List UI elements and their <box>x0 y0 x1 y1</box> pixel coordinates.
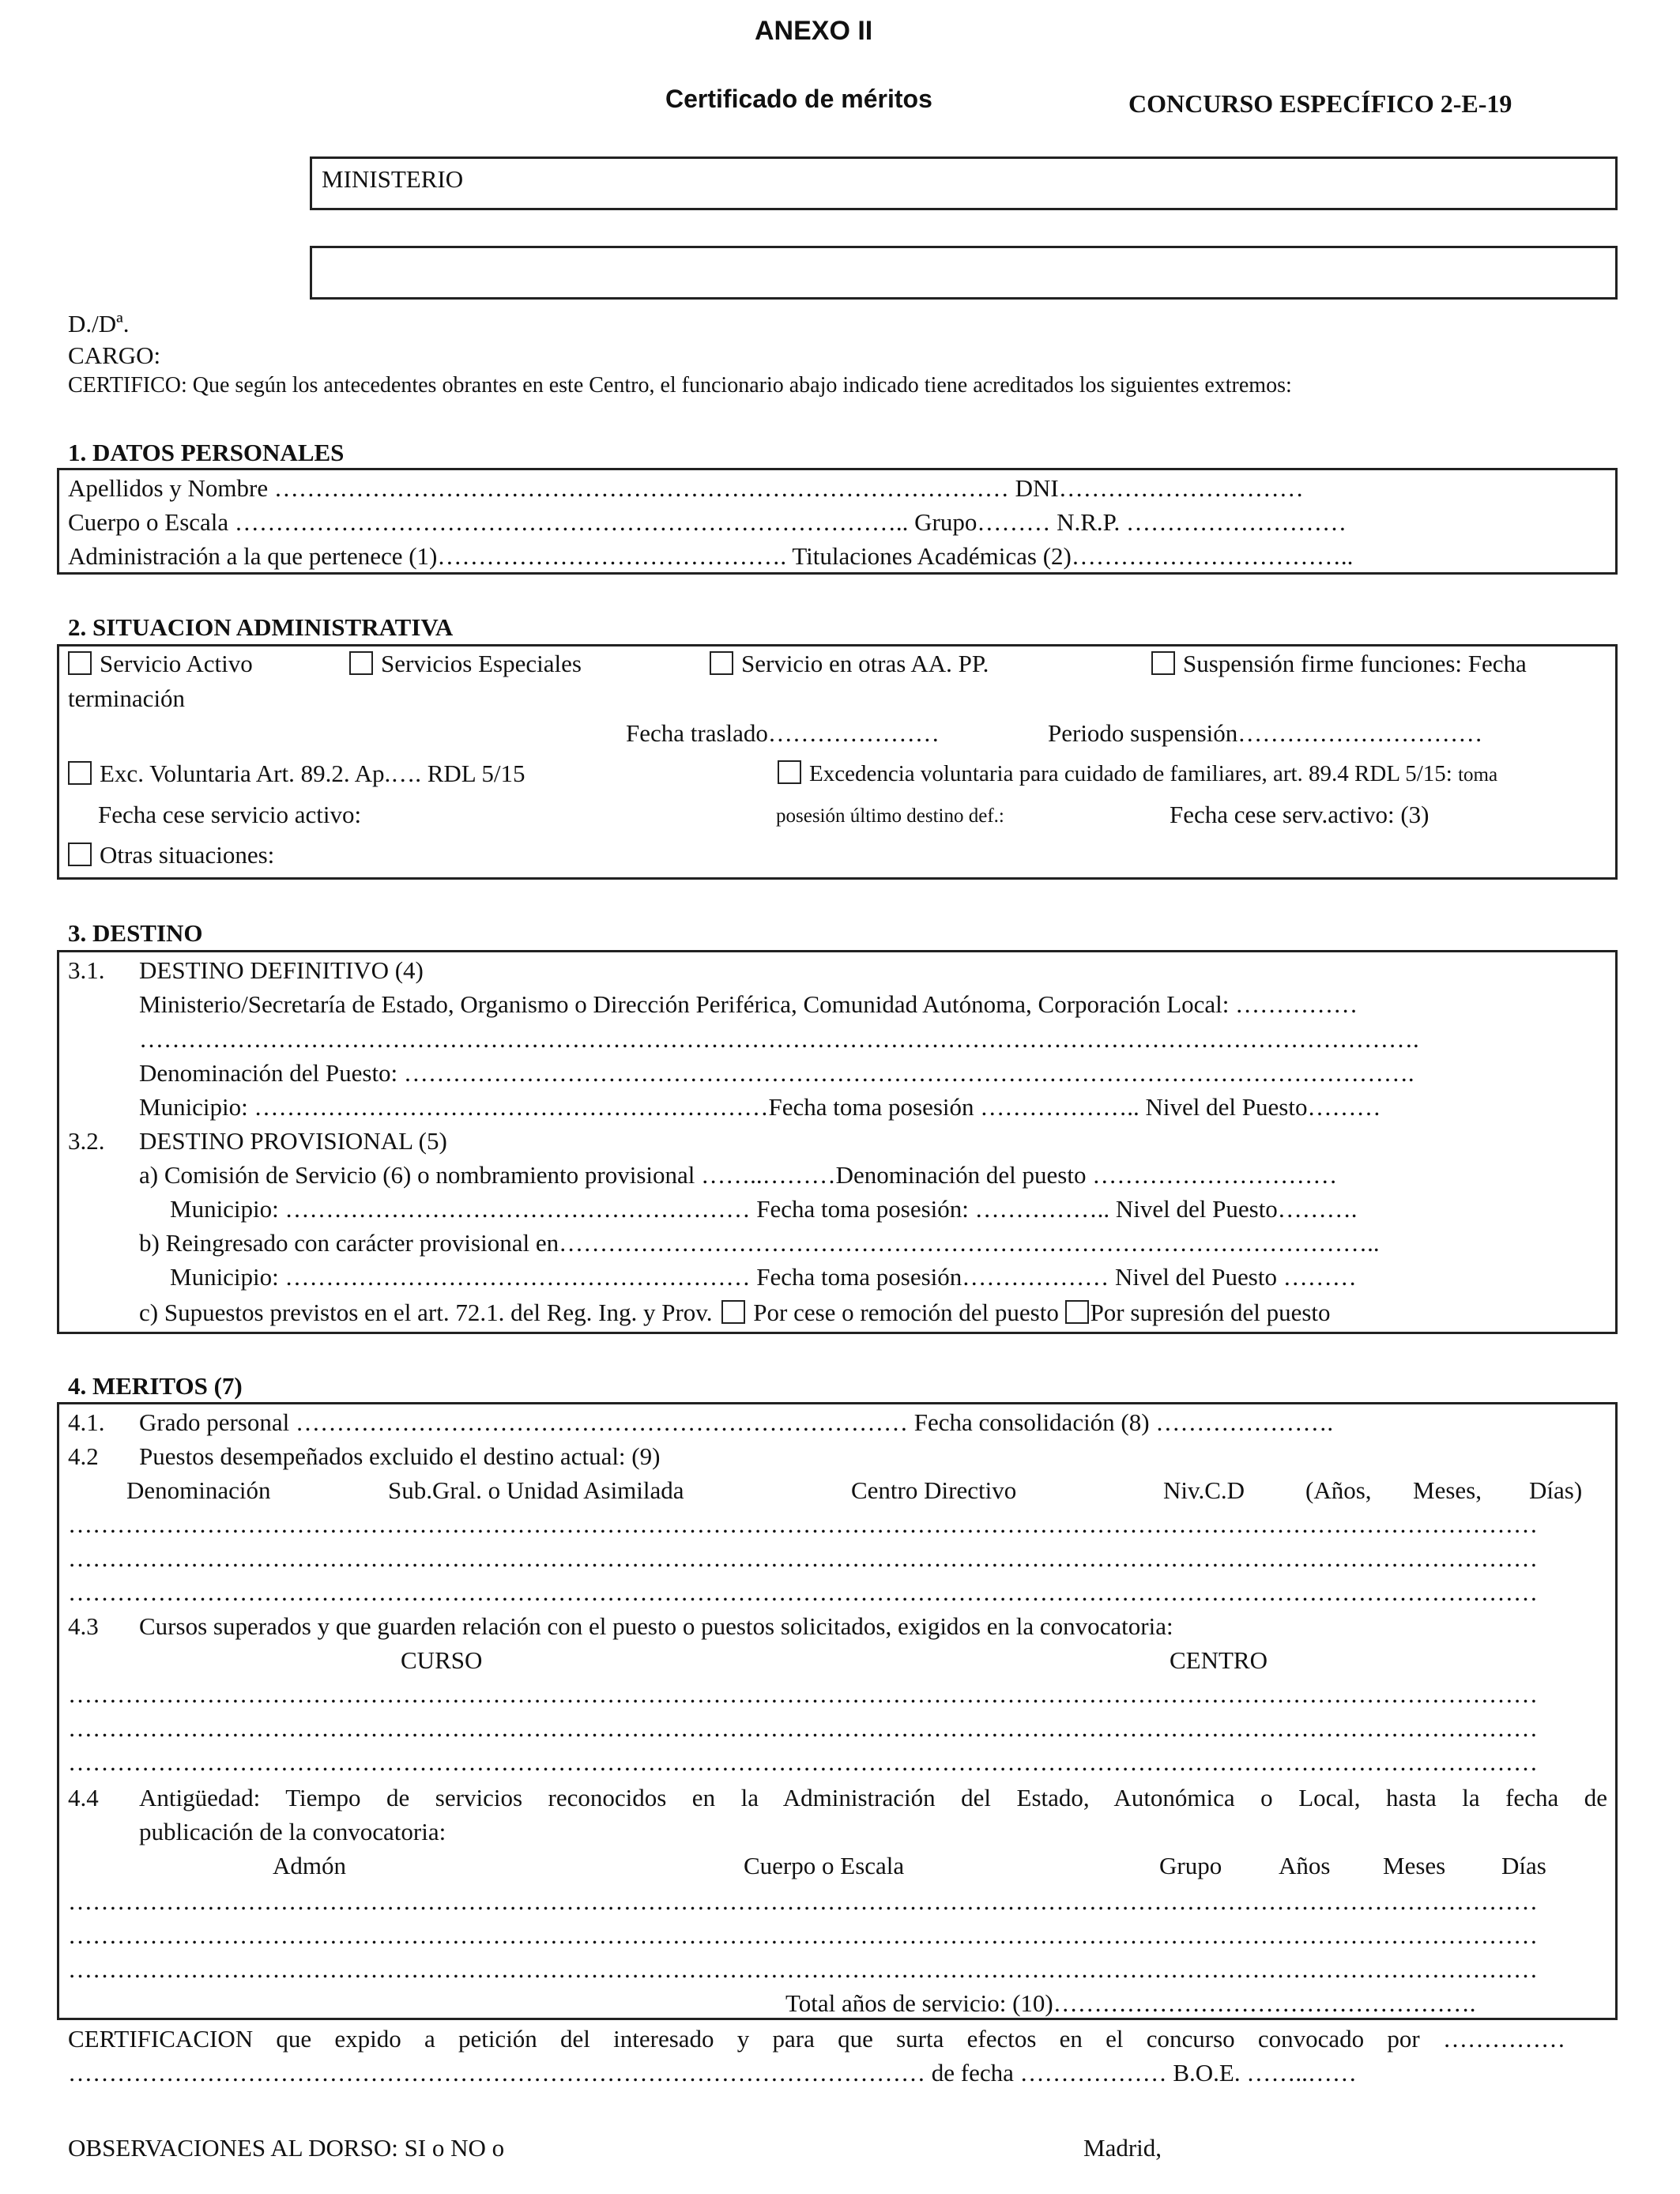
total-anos-line: Total años de servicio: (10)……………………………………………. <box>785 1989 1476 2017</box>
certifico-text: CERTIFICO: Que según los antecedentes obrantes en este Centro, el funcionario abajo indicado tiene acreditados los siguientes extremos: <box>68 373 1292 398</box>
col-dias-4: Días <box>1501 1852 1546 1879</box>
col-nivcd: Niv.C.D <box>1163 1476 1245 1504</box>
section-4-title: 4. MERITOS (7) <box>68 1372 243 1400</box>
col-anos-4: Años <box>1279 1852 1331 1879</box>
checkbox[interactable] <box>778 760 801 784</box>
col-grupo: Grupo <box>1159 1852 1222 1879</box>
opt-servicios-especiales[interactable]: Servicios Especiales <box>349 650 582 678</box>
col-cuerpo-escala: Cuerpo o Escala <box>744 1852 905 1879</box>
num-4-3: 4.3 <box>68 1612 99 1640</box>
certificacion-line: CERTIFICACION que expido a petición del interesado y para que surta efectos en el concurso convocado por …………… <box>68 2025 1565 2053</box>
col-dias: Días) <box>1529 1476 1583 1504</box>
destino-provisional-title: DESTINO PROVISIONAL (5) <box>139 1127 447 1155</box>
opt-servicio-activo[interactable]: Servicio Activo <box>68 650 253 678</box>
checkbox[interactable] <box>68 761 92 785</box>
dotted-line: ……………………………………………………………………………………………………………………………………………………………… <box>68 1680 1538 1708</box>
dotted-line: ……………………………………………………………………………………………………………………………………………………………… <box>68 1578 1538 1606</box>
section-3-title: 3. DESTINO <box>68 919 203 947</box>
section-2-title: 2. SITUACION ADMINISTRATIVA <box>68 613 454 641</box>
cuerpo-line: Cuerpo o Escala ……………………………………………………………………….. Grupo……… N.R.P. ……………………… <box>68 508 1347 536</box>
puestos-desempenados-title: Puestos desempeñados excluido el destino actual: (9) <box>139 1442 661 1470</box>
checkbox[interactable] <box>1151 651 1175 675</box>
dotted-line: ……………………………………………………………………………………………………………………………………………………………… <box>68 1714 1538 1742</box>
municipio-a-line: Municipio: ………………………………………………… Fecha toma posesión: …………….. Nivel del Puesto………. <box>170 1195 1358 1223</box>
municipio-line: Municipio: ………………………………………………………Fecha toma posesión ……………….. Nivel del Puesto……… <box>139 1093 1381 1121</box>
opt-suspension[interactable]: Suspensión firme funciones: Fecha <box>1151 650 1527 678</box>
organism-box[interactable] <box>310 246 1618 300</box>
checkbox[interactable] <box>710 651 733 675</box>
col-centro: CENTRO <box>1170 1646 1268 1674</box>
observaciones-line: OBSERVACIONES AL DORSO: SI o NO o <box>68 2134 505 2162</box>
col-meses-4: Meses <box>1383 1852 1446 1879</box>
denominacion-puesto-line: Denominación del Puesto: ……………………………………………………………………………………………………………. <box>139 1059 1414 1087</box>
terminacion-label: terminación <box>68 684 186 712</box>
dotted-line: ……………………………………………………………………………………………………………………………………………………………… <box>68 1955 1538 1983</box>
dotted-line: …………………………………………………………………………………………………………………………………………. <box>139 1025 1419 1053</box>
reingresado-line: b) Reingresado con carácter provisional en……………………………………………………………………………………….. <box>139 1229 1380 1257</box>
madrid-label: Madrid, <box>1083 2134 1162 2162</box>
supuestos-line: c) Supuestos previstos en el art. 72.1. del Reg. Ing. y Prov. Por cese o remoción del puesto Por supresión del puesto <box>139 1299 1331 1326</box>
col-denominacion: Denominación <box>126 1476 271 1504</box>
num-4-2: 4.2 <box>68 1442 99 1470</box>
anexo-heading: ANEXO II <box>755 16 873 46</box>
opt-exc-voluntaria[interactable]: Exc. Voluntaria Art. 89.2. Ap.…. RDL 5/15 <box>68 760 525 788</box>
dotted-line: ……………………………………………………………………………………………………………………………………………………………… <box>68 1510 1538 1538</box>
checkbox[interactable] <box>68 843 92 866</box>
periodo-suspension-label: Periodo suspensión………………………… <box>1048 719 1483 747</box>
num-3-2: 3.2. <box>68 1127 105 1155</box>
opt-excedencia-familiares[interactable]: Excedencia voluntaria para cuidado de familiares, art. 89.4 RDL 5/15: toma <box>778 760 1497 787</box>
col-centro-directivo: Centro Directivo <box>851 1476 1017 1504</box>
section-1-title: 1. DATOS PERSONALES <box>68 439 345 466</box>
concurso-label: CONCURSO ESPECÍFICO 2-E-19 <box>1128 89 1512 118</box>
cursos-title: Cursos superados y que guarden relación con el puesto o puestos solicitados, exigidos en la convocatoria: <box>139 1612 1173 1640</box>
destino-definitivo-title: DESTINO DEFINITIVO (4) <box>139 956 424 984</box>
col-curso: CURSO <box>401 1646 483 1674</box>
checkbox[interactable] <box>349 651 373 675</box>
fecha-cese2-label: Fecha cese serv.activo: (3) <box>1170 801 1430 828</box>
ministerio-label: MINISTERIO <box>322 165 464 193</box>
ministerio-line: Ministerio/Secretaría de Estado, Organismo o Dirección Periférica, Comunidad Autónoma, Corporación Local: …………… <box>139 990 1358 1018</box>
col-anos: (Años, <box>1305 1476 1372 1504</box>
administracion-line: Administración a la que pertenece (1)……………………………………. Titulaciones Académicas (2)…………………………….. <box>68 542 1354 570</box>
cargo-label: CARGO: <box>68 341 161 369</box>
antiguedad-line-2: publicación de la convocatoria: <box>139 1818 446 1845</box>
col-admon: Admón <box>273 1852 346 1879</box>
comision-servicio-line: a) Comisión de Servicio (6) o nombramiento provisional ……..………Denominación del puesto ………………………… <box>139 1161 1338 1189</box>
ministerio-box[interactable] <box>310 156 1618 210</box>
posesion-label: posesión último destino def.: <box>776 805 1004 827</box>
grado-personal-line: Grado personal ………………………………………………………………… Fecha consolidación (8) …………………. <box>139 1408 1334 1436</box>
num-4-1: 4.1. <box>68 1408 105 1436</box>
dotted-line: ……………………………………………………………………………………………………………………………………………………………… <box>68 1748 1538 1776</box>
dotted-line: ……………………………………………………………………………………………………………………………………………………………… <box>68 1921 1538 1949</box>
fecha-traslado-label: Fecha traslado………………… <box>626 719 940 747</box>
opt-otras-situaciones[interactable]: Otras situaciones: <box>68 841 274 869</box>
checkbox[interactable] <box>1065 1300 1089 1324</box>
fecha-cese-label: Fecha cese servicio activo: <box>98 801 362 828</box>
municipio-b-line: Municipio: ………………………………………………… Fecha toma posesión……………… Nivel del Puesto ……… <box>170 1263 1357 1291</box>
col-subgral: Sub.Gral. o Unidad Asimilada <box>388 1476 684 1504</box>
dda-label: D./Dª. <box>68 310 130 337</box>
num-4-4: 4.4 <box>68 1784 99 1811</box>
num-3-1: 3.1. <box>68 956 105 984</box>
dotted-line: ……………………………………………………………………………………………………………………………………………………………… <box>68 1887 1538 1915</box>
opt-servicio-otras[interactable]: Servicio en otras AA. PP. <box>710 650 989 678</box>
checkbox[interactable] <box>68 651 92 675</box>
antiguedad-line-1: Antigüedad: Tiempo de servicios reconocidos en la Administración del Estado, Autonómica o Local, hasta la fecha de <box>139 1784 1607 1811</box>
dotted-line: ……………………………………………………………………………………………………………………………………………………………… <box>68 1544 1538 1572</box>
checkbox[interactable] <box>721 1300 745 1324</box>
apellidos-line: Apellidos y Nombre ……………………………………………………………………………… DNI………………………… <box>68 474 1304 502</box>
document-title: Certificado de méritos <box>665 85 932 113</box>
col-meses: Meses, <box>1413 1476 1482 1504</box>
certificacion-fecha-line: …………………………………………………………………………………………… de fecha ……………… B.O.E. ……..…… <box>68 2059 1357 2087</box>
